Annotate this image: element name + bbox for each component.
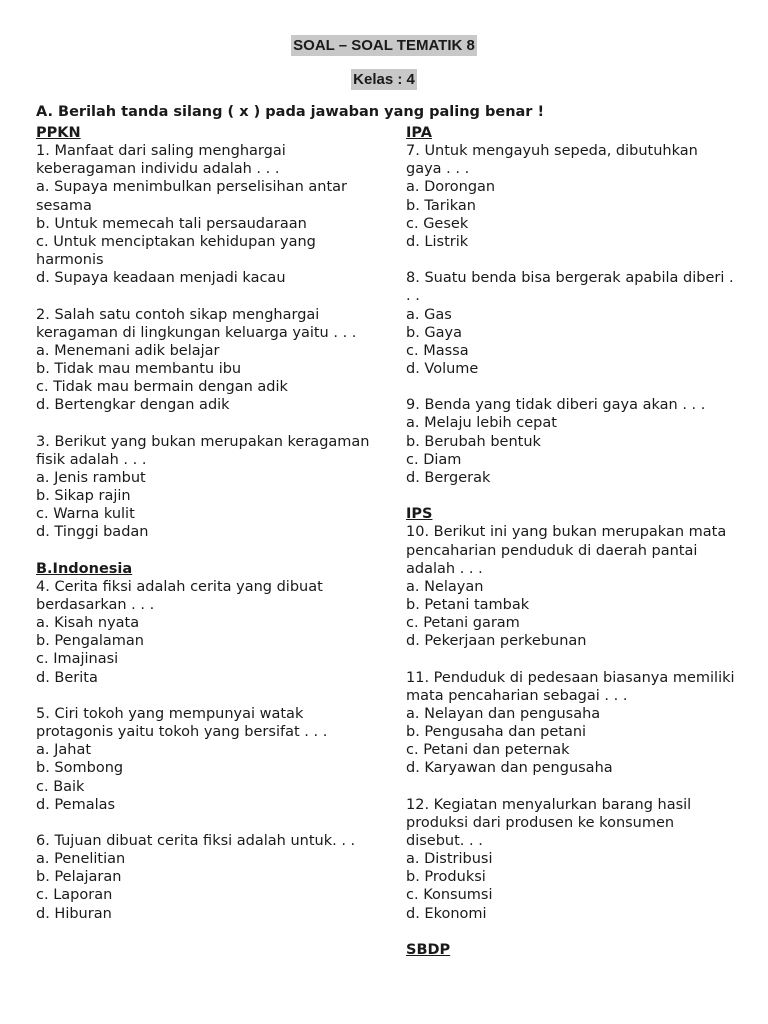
answer-option: d. Pekerjaan perkebunan [406, 633, 587, 650]
answer-option: b. Tidak mau membantu ibu [36, 361, 242, 378]
document-title-text: SOAL – SOAL TEMATIK 8 [293, 37, 475, 54]
answer-option: b. Produksi [406, 869, 486, 886]
answer-option: b. Sombong [36, 760, 124, 777]
section-heading: IPA [406, 125, 432, 141]
question-item [36, 433, 381, 542]
answer-option: a. Gas [406, 306, 452, 323]
section-heading: SBDP [406, 941, 451, 958]
answer-option: a. Kisah nyata [36, 615, 140, 632]
question-item [406, 396, 736, 487]
answer-option: b. Untuk memecah tali persaudaraan [36, 215, 307, 232]
spacer [36, 814, 381, 832]
answer-option: b. Pelajaran [36, 869, 122, 886]
question-text: 11. Penduduk di pedesaan biasanya memiliki mata pencaharian sebagai . . . [406, 669, 735, 704]
answer-option: c. Konsumsi [406, 887, 493, 904]
spacer [406, 778, 736, 796]
answer-option: a. Nelayan dan pengusaha [406, 705, 601, 722]
spacer [36, 414, 381, 432]
answer-option: c. Petani garam [406, 615, 520, 632]
question-item [36, 306, 381, 415]
question-text: 4. Cerita fiksi adalah cerita yang dibuat berdasarkan . . . [36, 578, 323, 614]
answer-option: a. Jahat [36, 742, 92, 759]
answer-option: b. Sikap rajin [36, 488, 131, 505]
spacer [406, 487, 736, 505]
answer-option: a. Supaya menimbulkan perselisihan antar sesama [36, 179, 347, 214]
question-item [36, 832, 381, 923]
answer-option: b. Pengusaha dan petani [406, 724, 587, 741]
right-column [406, 124, 736, 959]
question-text: 12. Kegiatan menyalurkan barang hasil produksi dari produsen ke konsumen disebut. . . [406, 796, 692, 850]
answer-option: a. Distribusi [406, 851, 493, 868]
question-item [36, 142, 381, 287]
answer-option: d. Volume [406, 361, 479, 378]
spacer [406, 923, 736, 941]
question-text: 7. Untuk mengayuh sepeda, dibutuhkan gaya . . . [406, 143, 698, 178]
question-item [36, 578, 381, 687]
answer-option: b. Berubah bentuk [406, 433, 541, 450]
answer-option: d. Ekonomi [406, 905, 487, 922]
answer-option: d. Hiburan [36, 905, 112, 922]
answer-option: a. Penelitian [36, 851, 126, 868]
answer-option: d. Supaya keadaan menjadi kacau [36, 270, 286, 287]
question-item [406, 142, 736, 251]
question-text: 3. Berikut yang bukan merupakan keragaman fisik adalah . . . [36, 433, 370, 468]
answer-option: c. Gesek [406, 215, 469, 232]
answer-option: d. Berita [36, 669, 98, 686]
question-item [406, 269, 736, 378]
answer-option: c. Tidak mau bermain dengan adik [36, 379, 288, 396]
section-heading: B.Indonesia [36, 560, 133, 577]
question-text: 6. Tujuan dibuat cerita fiksi adalah untuk. . . [36, 833, 356, 850]
answer-option: b. Tarikan [406, 197, 476, 214]
question-text: 9. Benda yang tidak diberi gaya akan . . . [406, 397, 706, 414]
question-item [406, 523, 736, 650]
answer-option: d. Bertengkar dengan adik [36, 397, 230, 414]
question-item [406, 669, 736, 778]
question-text: 8. Suatu benda bisa bergerak apabila diberi . . . [406, 270, 734, 305]
answer-option: b. Petani tambak [406, 597, 530, 614]
question-text: 2. Salah satu contoh sikap menghargai keragaman di lingkungan keluarga yaitu . . . [36, 306, 357, 341]
answer-option: d. Listrik [406, 233, 469, 250]
answer-option: c. Untuk menciptakan kehidupan yang harmonis [36, 233, 316, 269]
spacer [36, 687, 381, 705]
class-label-text: Kelas : 4 [353, 71, 415, 88]
section-heading: IPS [406, 506, 433, 523]
question-item [406, 796, 736, 923]
spacer [406, 650, 736, 668]
answer-option: d. Bergerak [406, 469, 491, 486]
answer-option: c. Baik [36, 778, 85, 795]
spacer [406, 378, 736, 396]
answer-option: c. Petani dan peternak [406, 742, 570, 759]
answer-option: c. Massa [406, 342, 469, 359]
class-label [0, 71, 768, 88]
left-column [36, 124, 381, 923]
question-text: 10. Berikut ini yang bukan merupakan mata pencaharian penduduk di daerah pantai adalah . . . [406, 524, 727, 577]
question-text: 1. Manfaat dari saling menghargai keberagaman individu adalah . . . [36, 143, 286, 178]
answer-option: c. Diam [406, 451, 462, 468]
answer-option: a. Jenis rambut [36, 469, 146, 486]
spacer [36, 287, 381, 305]
answer-option: d. Pemalas [36, 796, 116, 813]
answer-option: d. Tinggi badan [36, 524, 149, 541]
spacer [36, 542, 381, 560]
question-item [36, 705, 381, 814]
answer-option: b. Gaya [406, 324, 463, 341]
answer-option: a. Dorongan [406, 179, 496, 196]
answer-option: d. Karyawan dan pengusaha [406, 760, 613, 777]
section-heading: PPKN [36, 125, 81, 141]
document-title [0, 37, 768, 54]
answer-option: a. Menemani adik belajar [36, 342, 220, 359]
answer-option: c. Laporan [36, 887, 113, 904]
answer-option: c. Imajinasi [36, 651, 119, 668]
answer-option: a. Nelayan [406, 578, 484, 595]
answer-option: c. Warna kulit [36, 506, 135, 523]
answer-option: b. Pengalaman [36, 633, 144, 650]
instruction: A. Berilah tanda silang ( x ) pada jawaban yang paling benar ! [36, 104, 545, 120]
spacer [406, 251, 736, 269]
question-text: 5. Ciri tokoh yang mempunyai watak protagonis yaitu tokoh yang bersifat . . . [36, 705, 328, 741]
answer-option: a. Melaju lebih cepat [406, 415, 557, 432]
